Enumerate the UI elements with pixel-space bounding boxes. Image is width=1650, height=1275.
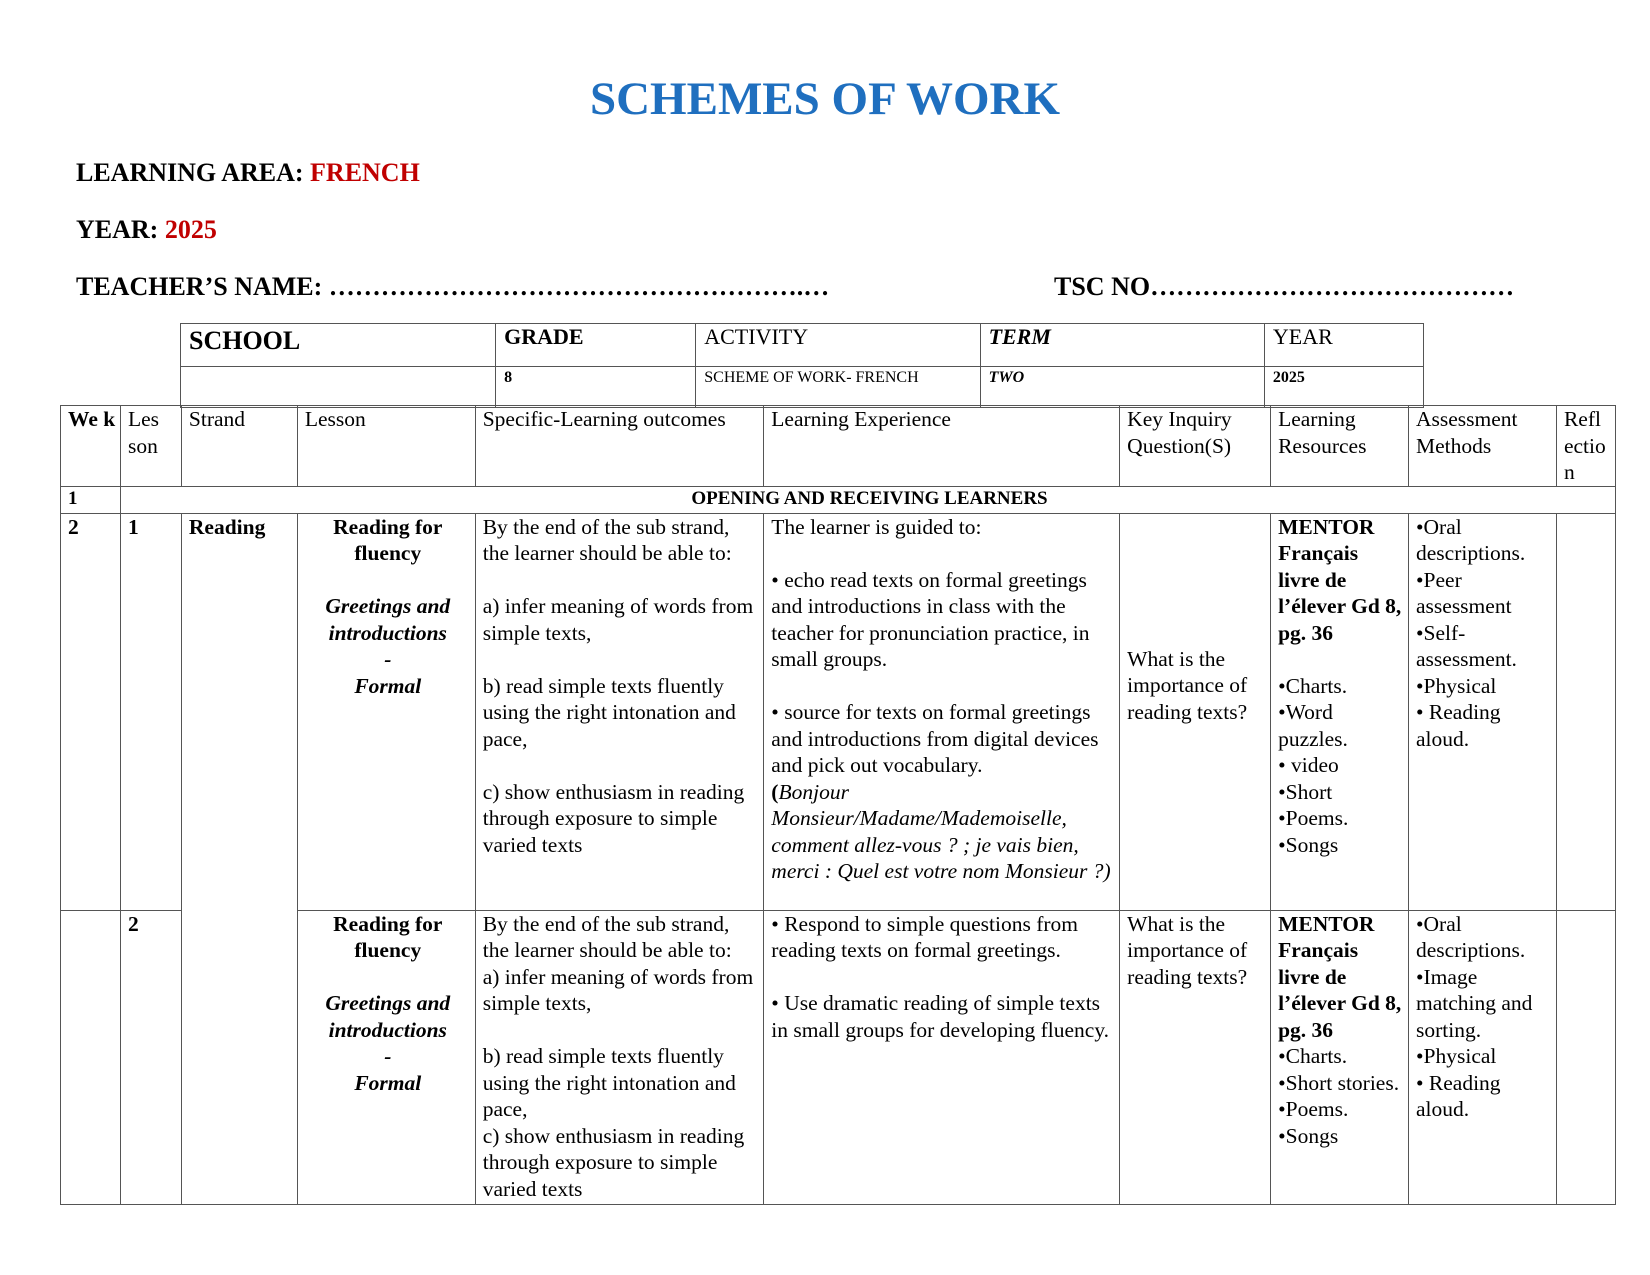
row2-reflection — [1556, 910, 1615, 1204]
year-label: YEAR: — [76, 215, 165, 244]
row2-lesson-type: Formal — [354, 1070, 422, 1095]
row1-outcome-a: a) infer meaning of words from simple texts, — [482, 594, 754, 645]
scheme-table — [60, 405, 1616, 1205]
row2-lesson-title — [297, 910, 475, 1204]
col-experience: Learning Experience — [764, 406, 1120, 487]
info-grade-header: GRADE — [496, 324, 696, 367]
col-assessment: Assessment Methods — [1409, 406, 1557, 487]
row1-assessment-item: •Oral descriptions. — [1416, 514, 1526, 565]
row2-outcome-b: b) read simple texts fluently using the right intonation and pace, — [482, 1044, 736, 1121]
row2-inquiry: What is the importance of reading texts? — [1120, 910, 1271, 1204]
col-reflection: Refl ectio n — [1556, 406, 1615, 487]
row1-resource-item: •Word puzzles. — [1278, 700, 1348, 751]
tsc-no-line: TSC NO…………………………………… — [1054, 272, 1515, 301]
table-header-row — [61, 406, 1616, 487]
table-row — [61, 513, 1616, 910]
row1-exp-paren: ( — [771, 779, 779, 804]
row2-outcome-a: a) infer meaning of words from simple texts, — [482, 964, 754, 1015]
row1-lesson-type: Formal — [354, 673, 422, 698]
row2-assessment-item: •Image matching and sorting. — [1416, 964, 1533, 1042]
info-activity-value: SCHEME OF WORK- FRENCH — [696, 367, 980, 408]
info-activity-header: ACTIVITY — [696, 324, 980, 367]
info-grade-value: 8 — [496, 367, 696, 408]
learning-area-value: FRENCH — [310, 158, 420, 187]
row2-experience — [764, 910, 1120, 1204]
row2-outcome-c: c) show enthusiasm in reading through exposure to simple varied texts — [482, 1123, 745, 1201]
row2-resource-item: •Charts. — [1278, 1044, 1348, 1068]
col-strand: Strand — [181, 406, 297, 487]
row1-resource-item: •Songs — [1278, 832, 1339, 857]
row1-exp-example-text: Bonjour Monsieur/Madame/Mademoiselle, comment allez-vous ? ; je vais bien, merci : Quel est votre nom Monsieur ?) — [771, 779, 1111, 883]
row1-resource-item: •Charts. — [1278, 673, 1348, 698]
row1-inquiry-text: What is the importance of reading texts? — [1127, 646, 1248, 724]
col-week: We k — [61, 406, 121, 487]
opening-text: OPENING AND RECEIVING LEARNERS — [120, 486, 1615, 513]
row1-resources — [1271, 513, 1409, 910]
row1-outcomes-intro: By the end of the sub strand, the learner should be able to: — [482, 514, 732, 565]
row1-exp-1: • echo read texts on formal greetings and introductions in class with the teacher for pronunciation practice, in small groups. — [771, 567, 1090, 671]
info-table — [180, 323, 1424, 408]
row1-exp-intro: The learner is guided to: — [771, 514, 982, 539]
info-term-header: TERM — [980, 324, 1264, 367]
row1-resource-item: • video — [1278, 753, 1339, 777]
row1-outcome-b: b) read simple texts fluently using the right intonation and pace, — [482, 673, 736, 751]
row1-outcome-c: c) show enthusiasm in reading through exposure to simple varied texts — [482, 779, 745, 857]
row1-exp-example — [771, 779, 1115, 885]
row1-lesson-main: Reading for fluency — [333, 514, 443, 565]
row1-assessment-item: •Physical — [1416, 673, 1497, 698]
teacher-name-line: TEACHER’S NAME: ……………………………………………….… — [76, 272, 830, 301]
col-lesson: Les son — [120, 406, 181, 487]
row2-assessment-item: •Oral descriptions. — [1416, 911, 1526, 962]
year-line — [76, 215, 217, 245]
row1-inquiry — [1120, 513, 1271, 910]
row2-lesson-main: Reading for fluency — [333, 911, 443, 962]
col-outcomes: Specific-Learning outcomes — [475, 406, 764, 487]
row2-exp-2: • Use dramatic reading of simple texts in small groups for developing fluency. — [771, 991, 1110, 1042]
page-title: SCHEMES OF WORK — [589, 73, 1061, 125]
row2-outcomes — [475, 910, 764, 1204]
row2-assessment-item: • Reading aloud. — [1416, 1070, 1501, 1121]
opening-row — [61, 486, 1616, 513]
info-school-header: SCHOOL — [181, 324, 496, 367]
learning-area-label: LEARNING AREA: — [76, 158, 311, 187]
year-value: 2025 — [164, 215, 217, 244]
row1-assessment-item: • Reading aloud. — [1416, 700, 1501, 751]
row2-resources-book: MENTOR Français livre de l’élever Gd 8, pg. 36 — [1278, 911, 1402, 1042]
info-year-value: 2025 — [1264, 367, 1423, 408]
row1-assessment-item: •Peer assessment — [1416, 567, 1512, 618]
col-lesson-title: Lesson — [297, 406, 475, 487]
row2-lesson-dash: - — [384, 1044, 392, 1068]
row1-outcomes — [475, 513, 764, 910]
row-strand: Reading — [181, 513, 297, 1204]
row2-lesson: 2 — [120, 910, 181, 1204]
col-resources: Learning Resources — [1271, 406, 1409, 487]
row1-lesson: 1 — [120, 513, 181, 910]
row1-lesson-sub: Greetings and introductions — [325, 594, 451, 645]
opening-week: 1 — [61, 486, 121, 513]
row2-outcomes-intro: By the end of the sub strand, the learner should be able to: — [482, 911, 732, 962]
info-year-header: YEAR — [1264, 324, 1423, 367]
row2-resource-item: •Songs — [1278, 1123, 1339, 1148]
row1-resources-book: MENTOR Français livre de l’élever Gd 8, pg. 36 — [1278, 514, 1402, 645]
info-term-value: TWO — [980, 367, 1264, 408]
row2-resource-item: •Poems. — [1278, 1097, 1349, 1121]
col-inquiry: Key Inquiry Question(S) — [1120, 406, 1271, 487]
row2-lesson-sub: Greetings and introductions — [325, 991, 451, 1042]
row1-reflection — [1556, 513, 1615, 910]
row1-exp-2: • source for texts on formal greetings and introductions from digital devices and pick out vocabulary. — [771, 700, 1099, 777]
row2-week — [61, 910, 121, 1204]
row1-resource-item: •Short — [1278, 779, 1333, 804]
row2-exp-1: • Respond to simple questions from reading texts on formal greetings. — [771, 911, 1079, 962]
row1-assessment — [1409, 513, 1557, 910]
learning-area — [76, 158, 420, 188]
row1-week: 2 — [61, 513, 121, 910]
row1-lesson-dash: - — [384, 647, 392, 671]
row2-resources — [1271, 910, 1409, 1204]
row1-resource-item: •Poems. — [1278, 806, 1349, 830]
info-school-value — [181, 367, 496, 408]
row2-assessment — [1409, 910, 1557, 1204]
row1-assessment-item: •Self-assessment. — [1416, 620, 1517, 671]
row2-resource-item: •Short stories. — [1278, 1070, 1400, 1095]
row1-lesson-title — [297, 513, 475, 910]
row2-assessment-item: •Physical — [1416, 1044, 1497, 1068]
row1-experience — [764, 513, 1120, 910]
